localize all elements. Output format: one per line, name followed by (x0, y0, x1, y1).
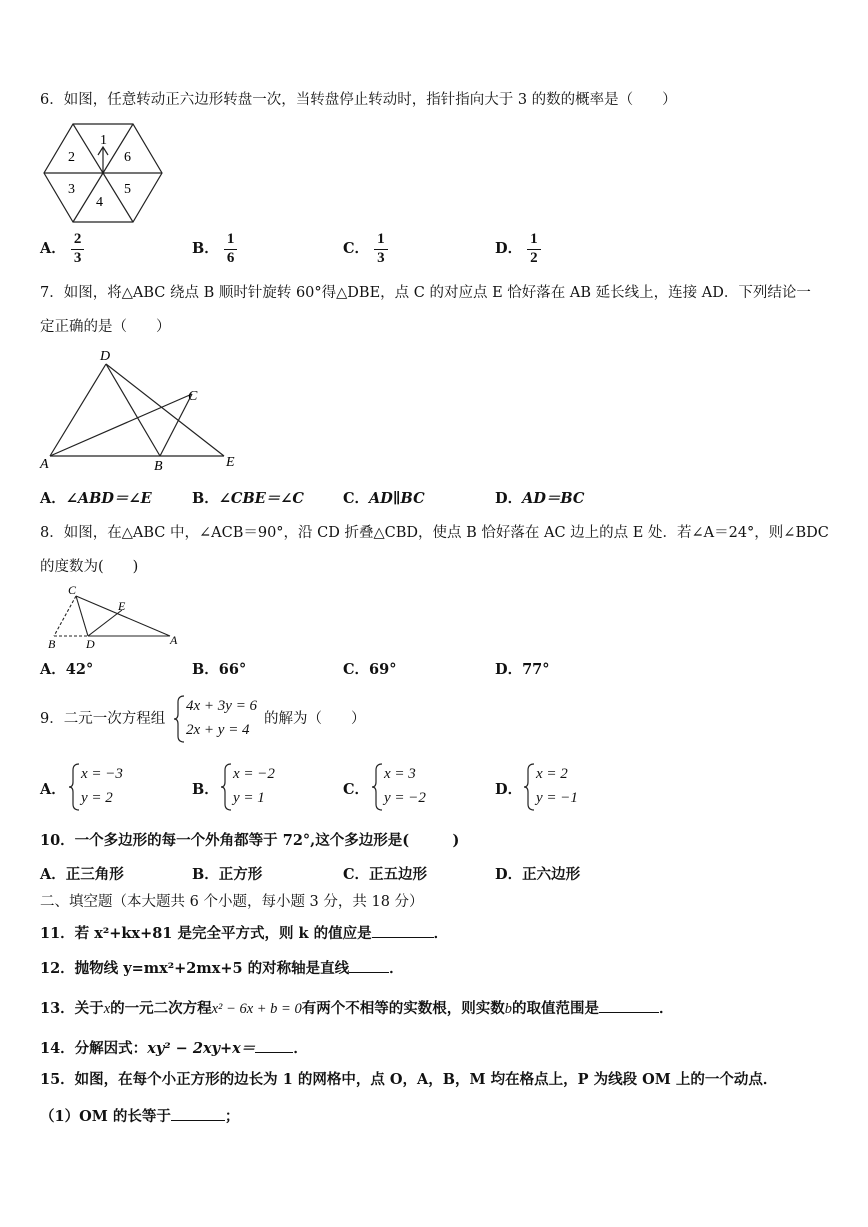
section-heading: 二、填空题（本大题共 6 个小题，每小题 3 分，共 18 分） (40, 894, 424, 910)
q7-stem-line1: 7．如图，将△ABC 绕点 B 顺时针旋转 60°得△DBE，点 C 的对应点 E 恰好落在 AB 延长线上，连接 AD．下列结论一 (40, 285, 811, 301)
label-B: B (154, 459, 163, 474)
q9-brace-icon (172, 694, 186, 744)
q6-option-a[interactable] (40, 232, 84, 267)
q15-sub1: （1）OM 的长等于 ； (40, 1108, 240, 1125)
label-A: A (170, 633, 178, 647)
q7-option-d[interactable]: D．AD＝BC (495, 490, 585, 507)
q6-option-c[interactable] (343, 232, 388, 267)
q11: 11．若 x²+kx+81 是完全平方式，则 k 的值应是 ． (40, 925, 449, 942)
q10-option-c[interactable]: C．正五边形 (343, 866, 428, 883)
label-E: E (226, 455, 235, 470)
q8-fold-figure (44, 584, 184, 654)
q9-option-a[interactable]: x = −3 y = 2 (81, 766, 123, 806)
hex-label-6: 6 (124, 150, 131, 165)
q9-eq2: 2x + y = 4 (186, 722, 250, 738)
brace-icon (219, 762, 233, 812)
frac-den: 6 (226, 249, 235, 266)
q8-stem-line1: 8．如图，在△ABC 中，∠ACB＝90°，沿 CD 折叠△CBD，使点 B 恰好落在 AC 边上的点 E 处．若∠A＝24°，则∠BDC (40, 525, 829, 541)
q7-triangle-figure (38, 344, 242, 474)
option-label: A． (40, 240, 66, 258)
q9-option-c[interactable]: x = 3 y = −2 (384, 766, 426, 806)
q9-option-d-label[interactable]: D． (495, 781, 523, 798)
q10-stem: 10．一个多边形的每一个外角都等于 72°,这个多边形是( ) (40, 832, 460, 849)
q14: 14．分解因式：xy² − 2xy+x＝ ． (40, 1040, 308, 1057)
label-C: C (188, 389, 198, 404)
q9-system (186, 694, 257, 742)
label-A: A (40, 457, 49, 472)
frac-den: 3 (73, 249, 82, 266)
frac-num: 1 (374, 232, 388, 250)
q8-option-c[interactable]: C．69° (343, 661, 397, 678)
label-C: C (68, 584, 77, 597)
q8-stem-line2: 的度数为( ) (40, 559, 139, 575)
brace-icon (370, 762, 384, 812)
q10-option-d[interactable]: D．正六边形 (495, 866, 581, 883)
q15-stem: 15．如图，在每个小正方形的边长为 1 的网格中，点 O，A，B，M 均在格点上，P 为线段 OM 上的一个动点． (40, 1071, 778, 1088)
hex-label-3: 3 (68, 182, 75, 197)
q7-stem-line2: 定正确的是（ ） (40, 319, 171, 335)
answer-blank[interactable] (599, 998, 659, 1013)
frac-num: 1 (224, 232, 238, 250)
q9-option-b-label[interactable]: B． (192, 781, 219, 798)
q8-option-b[interactable]: B．66° (192, 661, 247, 678)
answer-blank[interactable] (372, 923, 434, 938)
q8-option-a[interactable]: A．42° (40, 661, 94, 678)
q9-stem-prefix: 9．二元一次方程组 (40, 711, 166, 727)
hex-label-1: 1 (100, 133, 107, 148)
frac-num: 1 (527, 232, 541, 250)
label-D: D (86, 637, 95, 651)
label-D: D (100, 349, 111, 364)
q6-stem: 6．如图，任意转动正六边形转盘一次，当转盘停止转动时，指针指向大于 3 的数的概率是（ ） (40, 92, 677, 108)
q12: 12．抛物线 y=mx²+2mx+5 的对称轴是直线 ． (40, 960, 404, 977)
q9-option-d[interactable]: x = 2 y = −1 (536, 766, 578, 806)
option-label: B． (192, 240, 219, 258)
q7-option-b[interactable]: B．∠CBE＝∠C (192, 490, 304, 507)
q6-option-b[interactable] (192, 232, 237, 267)
q9-option-b[interactable]: x = −2 y = 1 (233, 766, 275, 806)
q8-option-d[interactable]: D．77° (495, 661, 550, 678)
q6-option-d[interactable] (495, 232, 541, 267)
hex-label-2: 2 (68, 150, 75, 165)
hex-label-4: 4 (96, 195, 103, 210)
q10-option-a[interactable]: A．正三角形 (40, 866, 124, 883)
brace-icon (522, 762, 536, 812)
q9-option-a-label[interactable]: A． (40, 781, 66, 798)
q6-hexagon-spinner (40, 120, 166, 226)
q9-eq1: 4x + 3y = 6 (186, 698, 258, 714)
brace-icon (67, 762, 81, 812)
q9-option-c-label[interactable]: C． (343, 781, 370, 798)
q7-option-c[interactable]: C．AD∥BC (343, 490, 425, 507)
option-label: D． (495, 240, 523, 258)
answer-blank[interactable] (349, 958, 389, 973)
q10-option-b[interactable]: B．正方形 (192, 866, 263, 883)
option-label: C． (343, 240, 370, 258)
answer-blank[interactable] (171, 1106, 225, 1121)
frac-num: 2 (71, 232, 85, 250)
frac-den: 2 (530, 249, 538, 266)
answer-blank[interactable] (255, 1038, 293, 1053)
frac-den: 3 (377, 249, 385, 266)
label-E: E (118, 599, 126, 613)
q13: 13．关于x的一元二次方程x² − 6x + b = 0有两个不相等的实数根，则实数b的取值范围是 ． (40, 1000, 674, 1017)
label-B: B (48, 637, 56, 651)
hex-label-5: 5 (124, 182, 131, 197)
q9-stem-suffix: 的解为（ ） (264, 711, 366, 727)
q7-option-a[interactable]: A．∠ABD＝∠E (40, 490, 152, 507)
